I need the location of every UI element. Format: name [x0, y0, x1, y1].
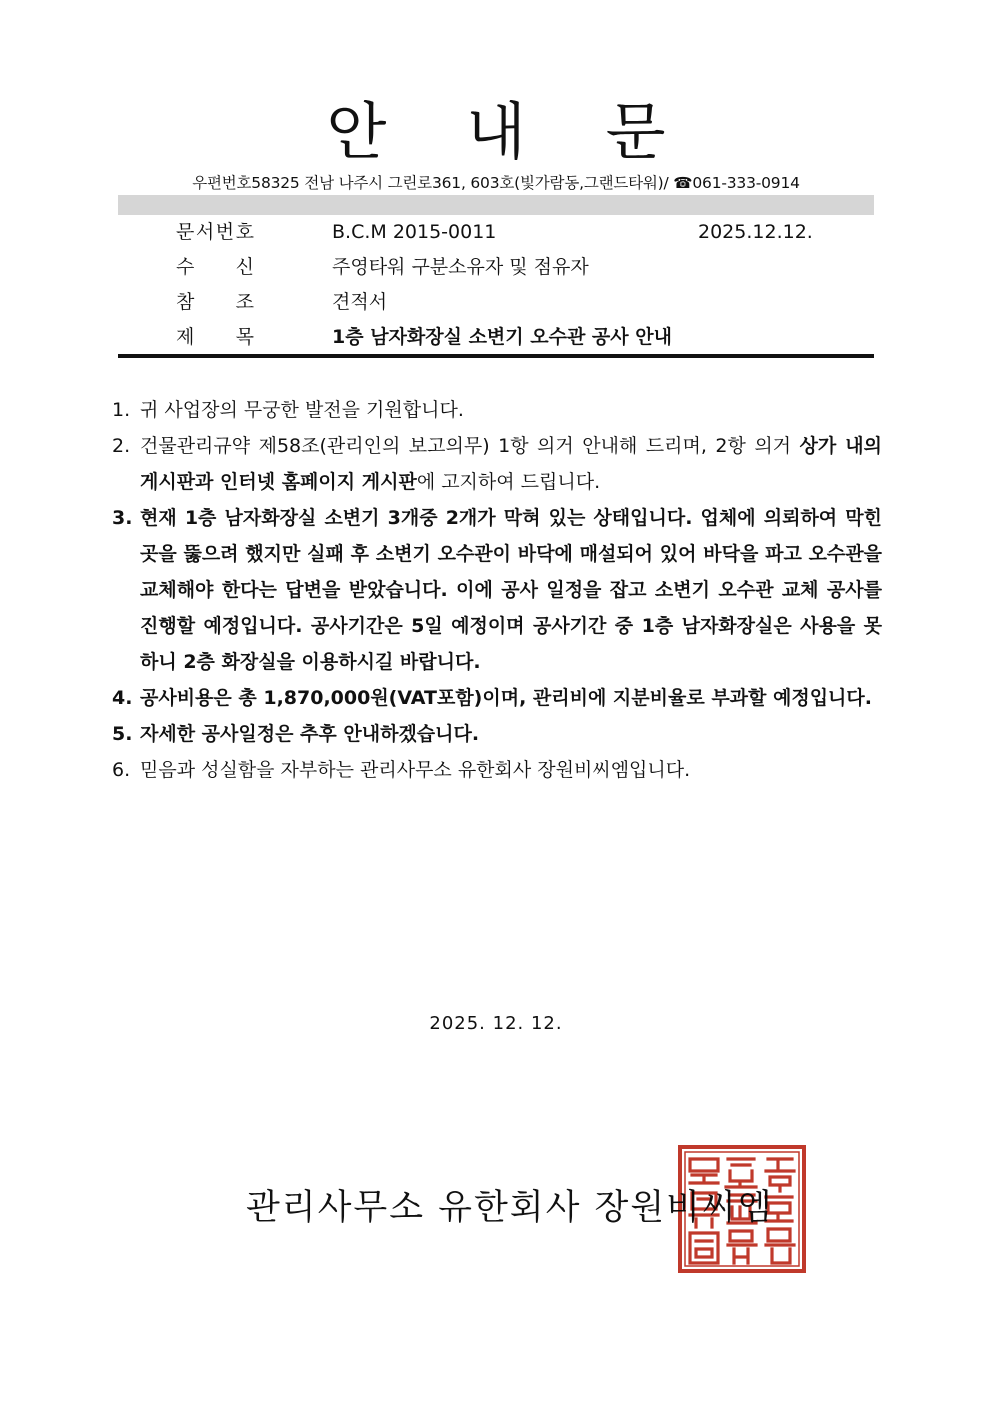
reference-value: 견적서 — [332, 291, 388, 313]
list-item: 6. 믿음과 성실함을 자부하는 관리사무소 유한회사 장원비씨엠입니다. — [112, 759, 691, 781]
emphasis-text: 상가 내의 게시판과 인터넷 홈페이지 게시판 — [140, 435, 882, 493]
company-seal-icon — [678, 1145, 806, 1273]
reference-label: 참 조 — [176, 291, 254, 313]
recipient-label: 수 신 — [176, 256, 254, 278]
list-item: 1. 귀 사업장의 무궁한 발전을 기원합니다. — [112, 399, 464, 421]
meta-row-reference — [118, 286, 874, 318]
list-item: 3. 현재 1층 남자화장실 소변기 3개중 2개가 막혀 있는 상태입니다. 업체에 의뢰하여 막힌 곳을 뚫으려 했지만 실패 후 소변기 오수관이 바닥에 매설되어 있어 바닥을 파고 오수관을 교체해야 한다는 답변을 받았습니다. 이에 공사 일정을 잡고 소변기 오수관 교체 공사를 진행할 예정입니다. 공사기간은 5일 예정이며 공사기간 중 1층 남자화장실은 사용을 못하니 2층 화장실을 이용하시길 바랍니다. — [112, 507, 882, 673]
list-item: 4. 공사비용은 총 1,870,000원(VAT포함)이며, 관리비에 지분비율로 부과할 예정입니다. — [112, 687, 872, 709]
list-item: 2. 건물관리규약 제58조(관리인의 보고의무) 1항 의거 안내해 드리며, 2항 의거 상가 내의 게시판과 인터넷 홈페이지 게시판에 고지하여 드립니다. — [112, 435, 882, 493]
notice-body — [112, 392, 882, 788]
subject-label: 제 목 — [176, 326, 254, 348]
footer-date: 2025. 12. 12. — [429, 1013, 563, 1034]
meta-row-recipient — [118, 251, 874, 283]
header-rule — [118, 354, 874, 358]
address-line: 우편번호58325 전남 나주시 그린로361, 603호(빛가람동,그랜드타워)/ ☎061-333-0914 — [192, 174, 800, 192]
subject-value: 1층 남자화장실 소변기 오수관 공사 안내 — [332, 326, 672, 348]
list-item: 5. 자세한 공사일정은 추후 안내하겠습니다. — [112, 723, 480, 745]
document-title: 안 내 문 — [326, 95, 696, 168]
meta-row-subject — [118, 321, 874, 353]
recipient-value: 주영타워 구분소유자 및 점유자 — [332, 256, 589, 278]
doc-date: 2025.12.12. — [698, 221, 813, 243]
meta-row-doc-no — [118, 216, 874, 248]
header-band — [118, 195, 874, 215]
doc-no-value: B.C.M 2015-0011 — [332, 221, 497, 243]
doc-no-label: 문 서 번 호 — [176, 221, 254, 243]
signature-text: 관리사무소 유한회사 장원비씨엠 — [246, 1188, 774, 1228]
